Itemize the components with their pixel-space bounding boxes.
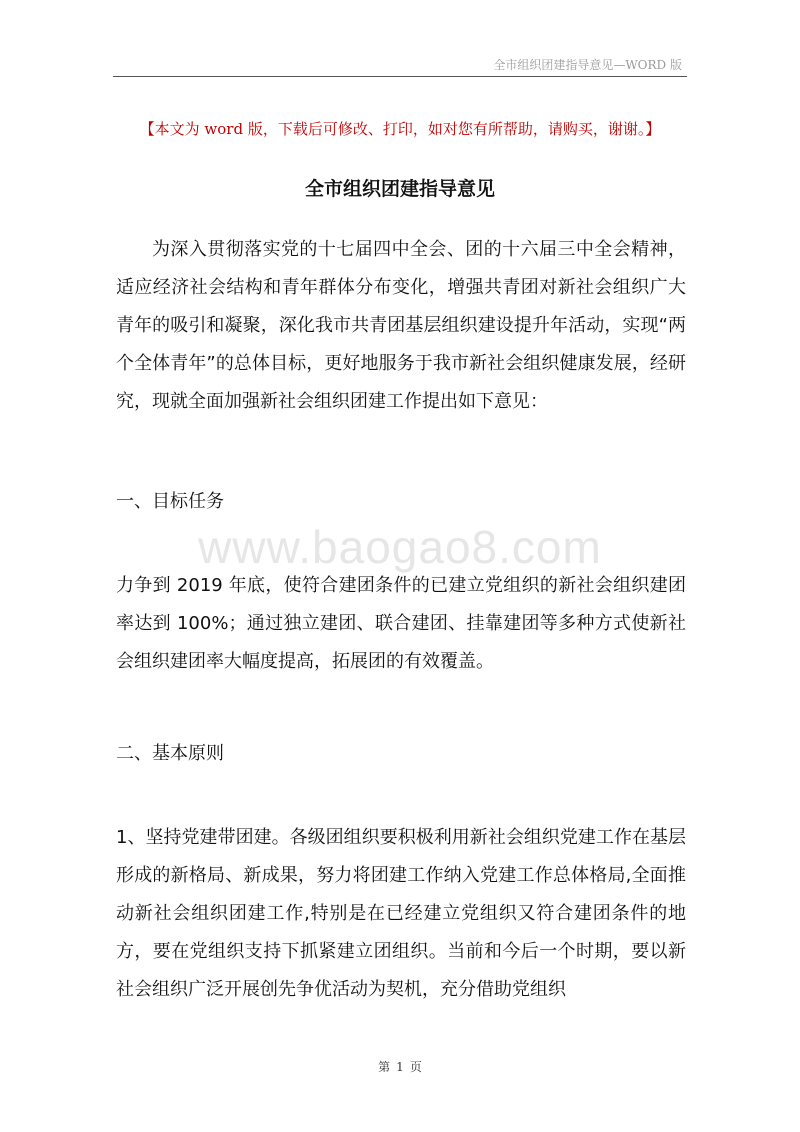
header-divider xyxy=(113,76,687,77)
running-header: 全市组织团建指导意见—WORD 版 xyxy=(493,58,682,72)
intro-paragraph: 为深入贯彻落实党的十七届四中全会、团的十六届三中全会精神，适应经济社会结构和青年群体分布变化，增强共青团对新社会组织广大青年的吸引和凝聚，深化我市共青团基层组织建设提升年活动，实现“两个全体青年”的总体目标，更好地服务于我市新社会组织健康发展，经研究，现就全面加强新社会组织团建工作提出如下意见： xyxy=(116,239,686,412)
page-prefix: 第 xyxy=(378,1060,391,1074)
watermark: www.baogao8.com xyxy=(198,521,602,573)
principle-item-1: 1、坚持党建带团建。各级团组织要积极利用新社会组织党建工作在基层形成的新格局、新成果，努力将团建工作纳入党建工作总体格局,全面推动新社会组织团建工作,特别是在已经建立党组织又符合建团条件的地方，要在党组织支持下抓紧建立团组织。当前和今后一个时期，要以新社会组织广泛开展创先争优活动为契机，充分借助党组织 xyxy=(116,827,686,1000)
section-heading-principles: 二、基本原则 xyxy=(116,743,224,764)
page-suffix: 页 xyxy=(409,1060,422,1074)
goals-paragraph: 力争到 2019 年底，使符合建团条件的已建立党组织的新社会组织建团率达到 100%；通过独立建团、联合建团、挂靠建团等多种方式使新社会组织建团率大幅度提高，拓展团的有效覆盖。 xyxy=(116,575,686,672)
section-heading-goals: 一、目标任务 xyxy=(116,491,224,512)
document-title: 全市组织团建指导意见 xyxy=(304,178,495,200)
page-number-value: 1 xyxy=(396,1060,404,1074)
purchase-notice: 【本文为 word 版，下载后可修改、打印，如对您有所帮助，请购买，谢谢。】 xyxy=(139,120,661,138)
page-number xyxy=(0,1058,800,1075)
